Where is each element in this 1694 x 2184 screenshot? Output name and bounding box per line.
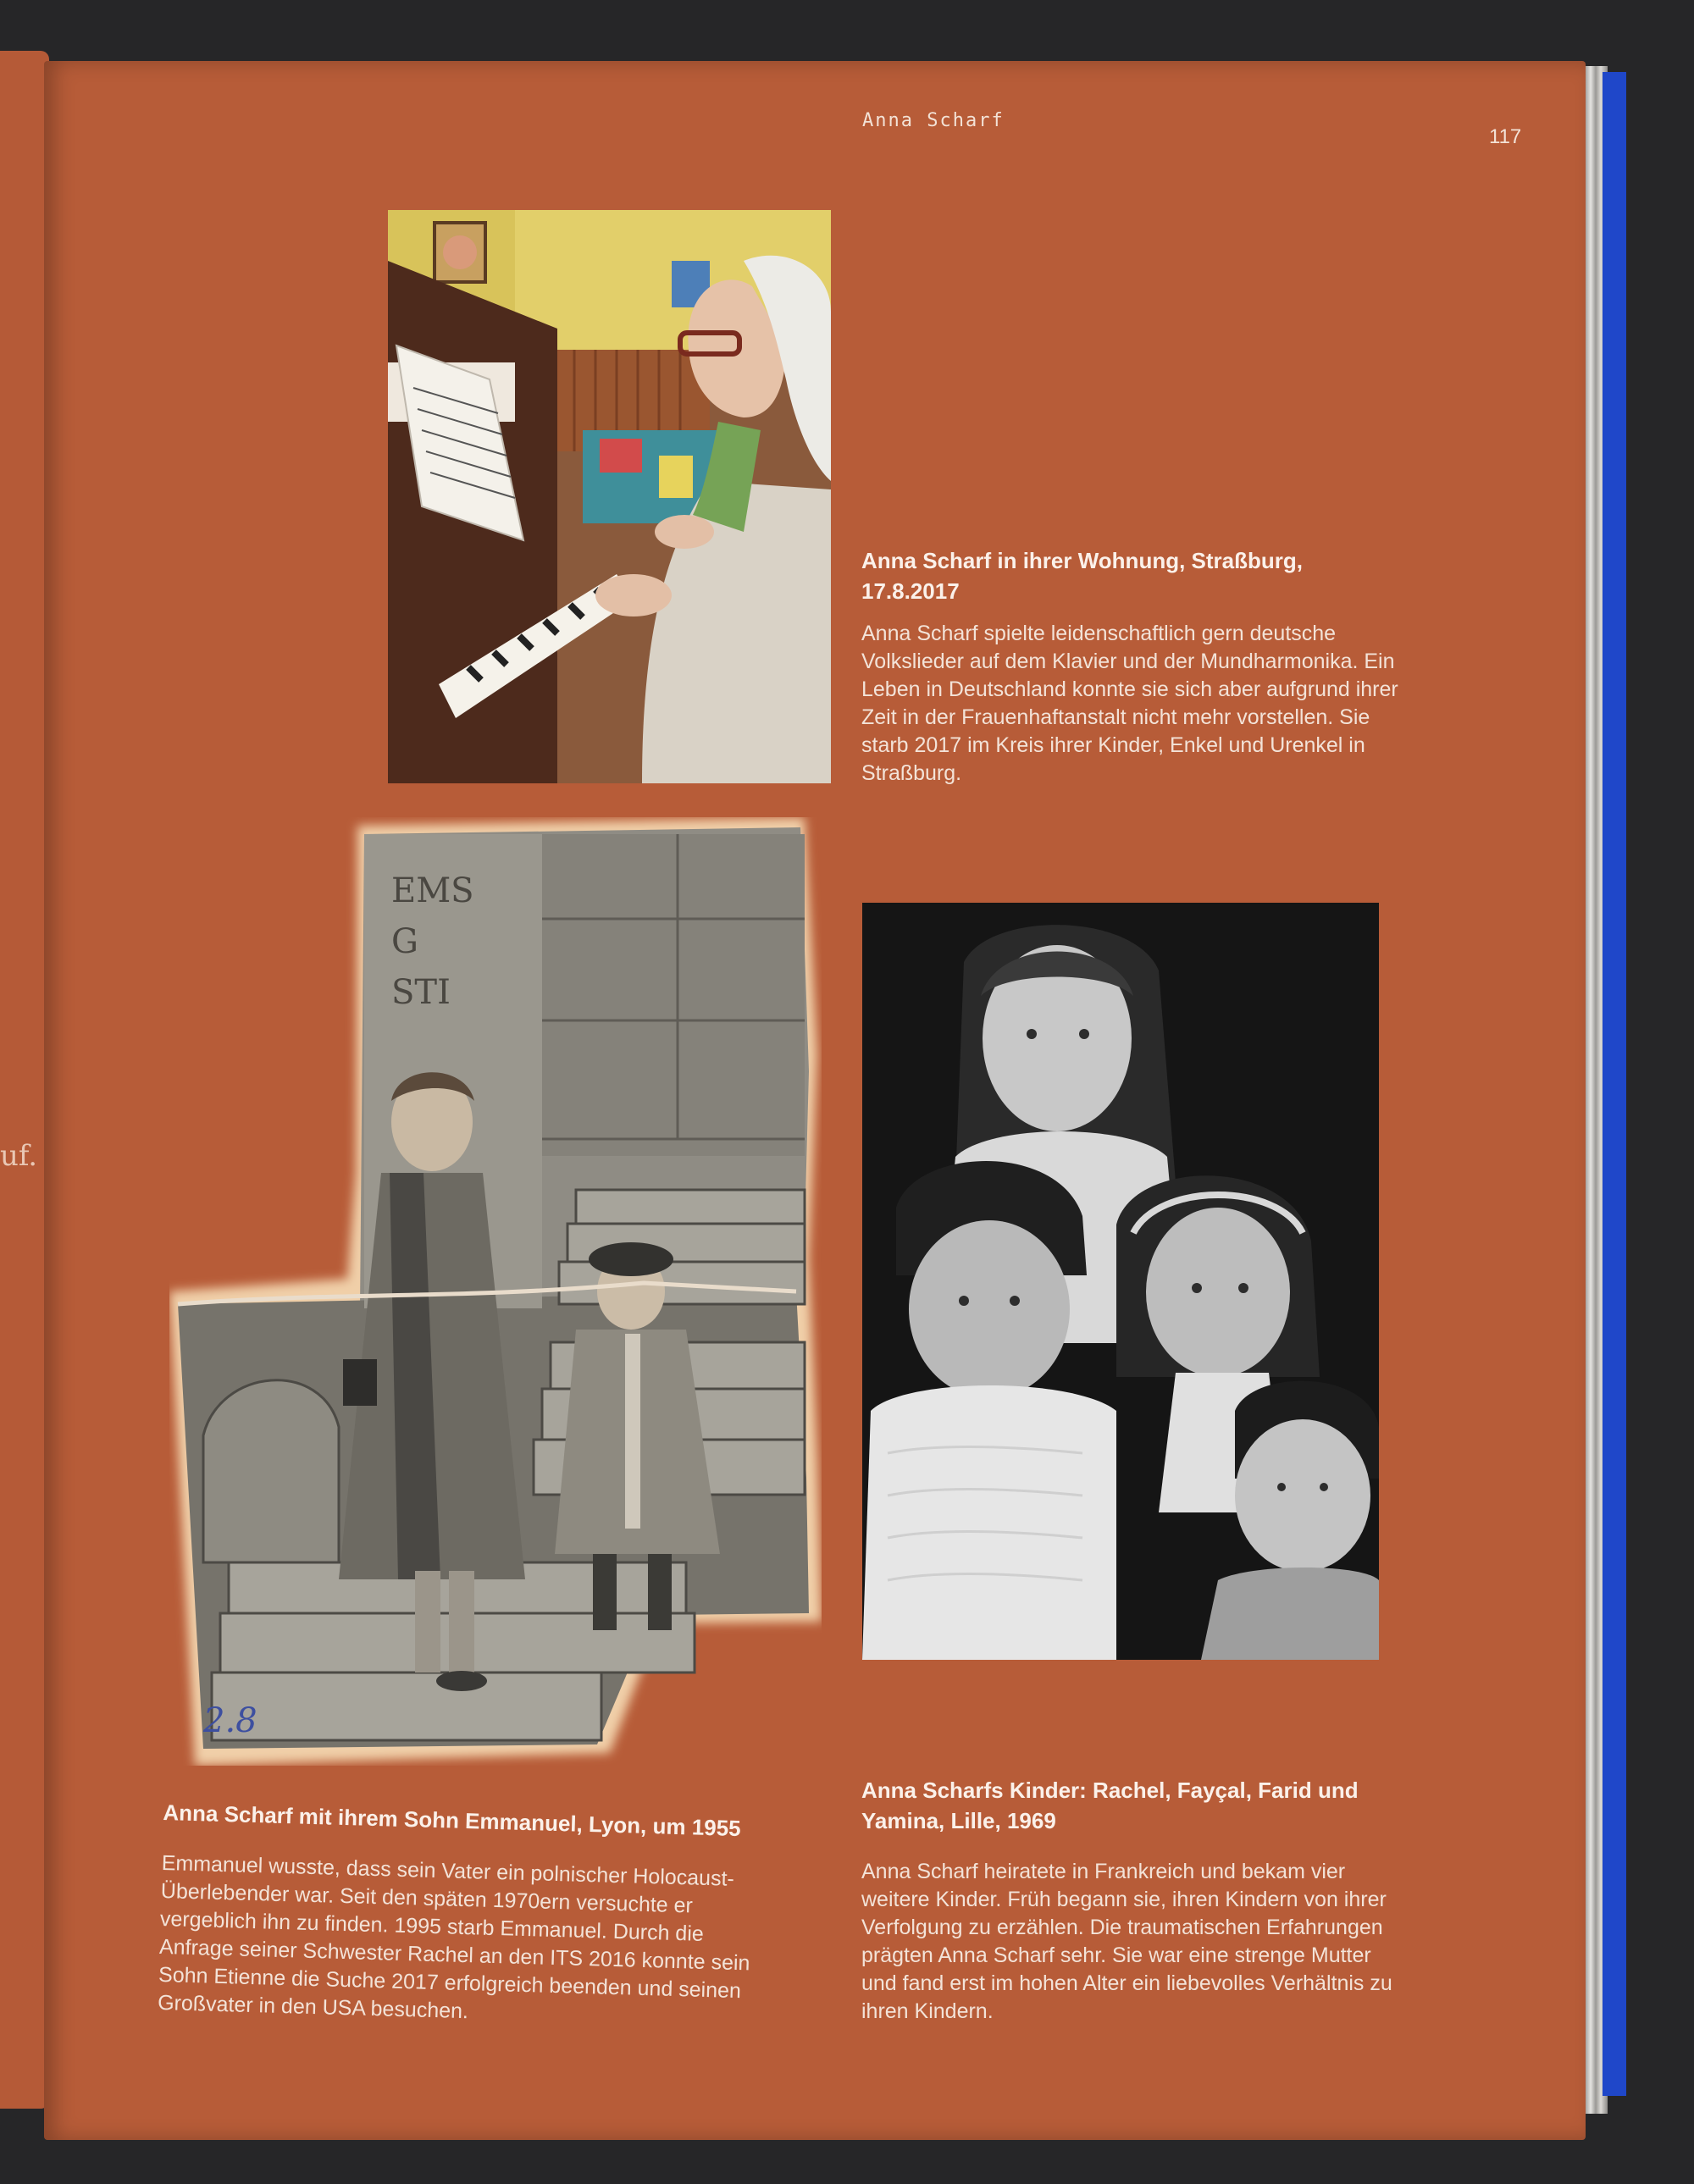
caption-children-body: Anna Scharf heiratete in Frankreich und bekam vier weitere Kinder. Früh begann sie, ihren Kindern von ihrer Verfolgung zu erzählen. Die traumatischen Erfahrungen prägten Anna Scharf sehr. Sie war eine strenge Mutter und fand erst im hohen Alter ein liebevolles Verhältnis zu ihren Kindern.	[861, 1860, 1392, 2023]
caption-lyon-title: Anna Scharf mit ihrem Sohn Emmanuel, Lyon, um 1955	[163, 1799, 742, 1842]
caption-lyon-body: Emmanuel wusste, dass sein Vater ein polnischer Holocaust-Überlebender war. Seit den späten 1970ern versuchte er vergeblich ihn zu finden. 1995 starb Emmanuel. Durch die Anfrage seiner Schwester Rachel an den ITS 2016 konnte sein Sohn Etienne die Suche 2017 erfolgreich beenden und seinen Großvater in den USA besuchen.	[157, 1850, 750, 2024]
caption-piano	[861, 545, 1403, 788]
caption-piano-body: Anna Scharf spielte leidenschaftlich gern deutsche Volkslieder auf dem Klavier und der Mundharmonika. Ein Leben in Deutschland konnte sie sich aber aufgrund ihrer Zeit in der Frauenhaftanstalt nicht mehr vorstellen. Sie starb 2017 im Kreis ihrer Kinder, Enkel und Urenkel in Straßburg.	[861, 622, 1398, 785]
page-number: 117	[1489, 125, 1522, 148]
caption-children	[861, 1775, 1403, 2026]
caption-lyon	[158, 1797, 773, 2034]
caption-piano-title: Anna Scharf in ihrer Wohnung, Straßburg, 17.8.2017	[861, 548, 1303, 604]
caption-children-title: Anna Scharfs Kinder: Rachel, Fayçal, Farid und Yamina, Lille, 1969	[861, 1778, 1359, 1833]
photo-woman-at-piano	[388, 210, 831, 783]
running-head: Anna Scharf	[862, 110, 1005, 131]
svg-text:EMS: EMS	[391, 871, 474, 910]
photo-four-children	[862, 903, 1379, 1660]
left-page-text-fragment: uf.	[0, 1139, 38, 1173]
svg-text:STI: STI	[391, 973, 451, 1012]
photo-mother-and-son-lyon	[169, 817, 822, 1766]
svg-text:G: G	[391, 922, 418, 961]
book-cover-edge	[1603, 72, 1626, 2096]
handwritten-note: 2.8	[203, 1701, 257, 1740]
left-page-edge	[0, 51, 49, 2109]
